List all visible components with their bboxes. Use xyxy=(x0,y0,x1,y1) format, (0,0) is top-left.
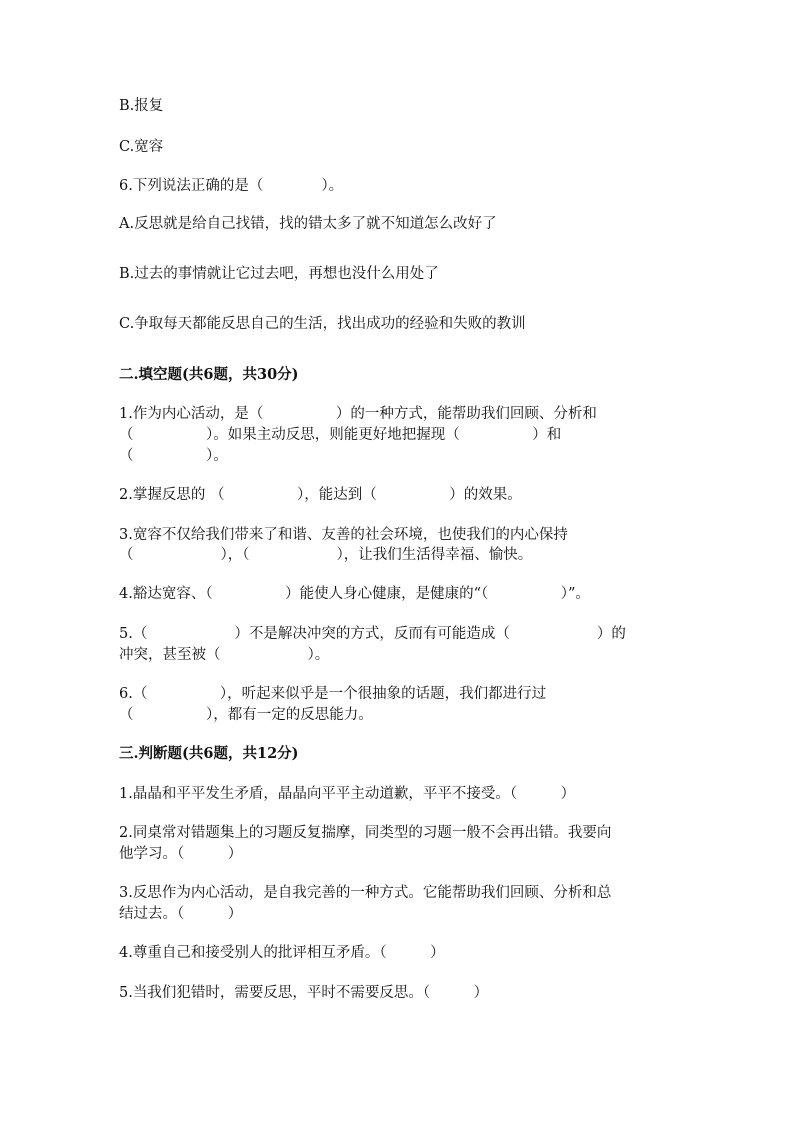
question-6: 6.下列说法正确的是（ ）。 xyxy=(119,178,344,194)
fill-question-4: 4.豁达宽容、（ ）能使人身心健康，是健康的“（ ）”。 xyxy=(119,586,590,602)
judge-question-5: 5.当我们犯错时，需要反思，平时不需要反思。（ ） xyxy=(119,985,489,1001)
section-heading-true-false: 三.判断题(共6题，共12分) xyxy=(119,745,299,762)
fill-question-1-line-2: （ ）。如果主动反思，则能更好地把握现（ ）和 xyxy=(119,427,562,443)
section-heading-fill-in: 二.填空题(共6题，共30分) xyxy=(119,366,299,383)
fill-question-1-line-3: （ ）。 xyxy=(119,448,228,464)
fill-question-3-line-1: 3.宽容不仅给我们带来了和谐、友善的社会环境，也使我们的内心保持 xyxy=(119,527,568,543)
judge-question-3-line-2: 结过去。（ ） xyxy=(119,906,243,922)
fill-question-6-line-2: （ ），都有一定的反思能力。 xyxy=(119,707,373,723)
judge-question-2-line-2: 他学习。（ ） xyxy=(119,846,243,862)
question-6-option-b: B.过去的事情就让它过去吧，再想也没什么用处了 xyxy=(119,266,439,282)
judge-question-3-line-1: 3.反思作为内心活动，是自我完善的一种方式。它能帮助我们回顾、分析和总 xyxy=(119,885,612,901)
fill-question-3-line-2: （ ），（ ），让我们生活得幸福、愉快。 xyxy=(119,547,533,563)
judge-question-1: 1.晶晶和平平发生矛盾，晶晶向平平主动道歉，平平不接受。（ ） xyxy=(119,786,576,802)
judge-question-2-line-1: 2.同桌常对错题集上的习题反复揣摩，同类型的习题一般不会再出错。我要向 xyxy=(119,825,612,841)
fill-question-6-line-1: 6.（ ），听起来似乎是一个很抽象的话题，我们都进行过 xyxy=(119,686,547,702)
option-c-tolerance: C.宽容 xyxy=(119,139,164,155)
option-b-retaliate: B.报复 xyxy=(119,98,164,114)
fill-question-5-line-1: 5.（ ）不是解决冲突的方式，反而有可能造成（ ）的 xyxy=(119,626,626,642)
question-6-option-c: C.争取每天都能反思自己的生活，找出成功的经验和失败的教训 xyxy=(119,316,526,332)
fill-question-1-line-1: 1.作为内心活动，是（ ）的一种方式，能帮助我们回顾、分析和 xyxy=(119,406,597,422)
fill-question-5-line-2: 冲突，甚至被（ ）。 xyxy=(119,647,330,663)
question-6-option-a: A.反思就是给自己找错，找的错太多了就不知道怎么改好了 xyxy=(119,216,497,232)
judge-question-4: 4.尊重自己和接受别人的批评相互矛盾。（ ） xyxy=(119,945,445,961)
fill-question-2: 2.掌握反思的 （ ），能达到（ ）的效果。 xyxy=(119,487,522,503)
